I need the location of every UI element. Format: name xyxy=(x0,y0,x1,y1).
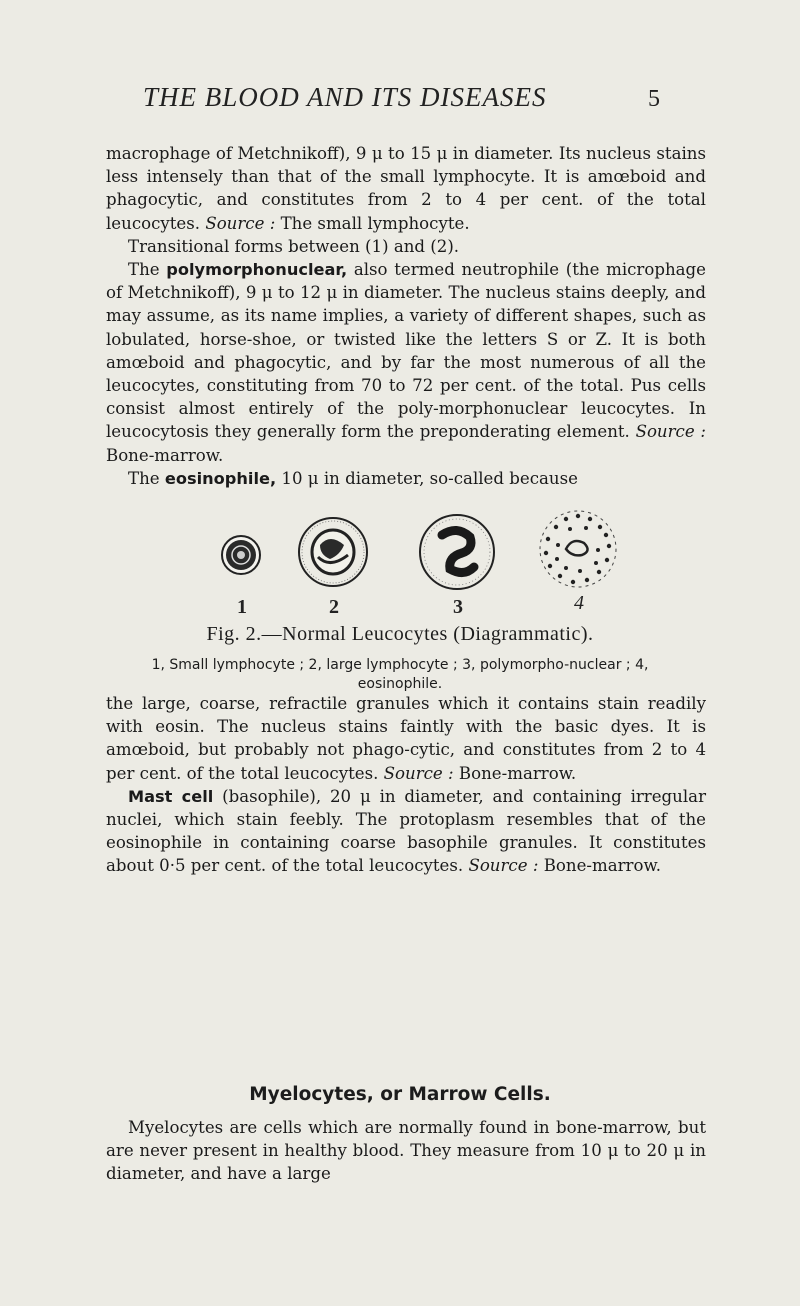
paragraph-eosinophile-continued: the large, coarse, refractile granules which it contains stain readily with eosin. The nucleus stains faintly with the basic dyes. It is amœboid, but probably not phago-cytic, and constitutes from 2 to 4 per cent. of the total leucocytes. Source : Bone-marrow. xyxy=(106,694,706,783)
paragraph-myelocytes: Myelocytes are cells which are normally found in bone-marrow, but are never present in healthy blood. They measure from 10 μ to 20 μ in diameter, and have a large xyxy=(106,1118,706,1184)
running-title: THE BLOOD AND ITS DISEASES xyxy=(143,82,547,112)
figure-number-3: 3 xyxy=(453,596,463,618)
polymorphonuclear-drawing xyxy=(420,515,494,589)
figure-caption: 1, Small lymphocyte ; 2, large lymphocyte ; 3, polymorpho-nuclear ; 4, eosinophile. xyxy=(151,657,649,692)
figure-title: Fig. 2.—Normal Leucocytes (Diagrammatic). xyxy=(206,623,594,645)
term-eosinophile: eosinophile, xyxy=(164,468,277,488)
source-value: The small lymphocyte. xyxy=(280,213,470,233)
paragraph-macrophage: macrophage of Metchnikoff), 9 μ to 15 μ in diameter. Its nucleus stains less intensely than that of the small lymphocyte. It is amœboid and phagocytic, and constitutes from 2 to 4 per cent. of the total leucocytes. Source : The small lymphocyte. xyxy=(106,144,706,233)
page-number: 5 xyxy=(648,86,660,112)
text-block-bottom xyxy=(106,1116,706,1186)
figure-number-2: 2 xyxy=(329,596,339,618)
term-polymorphonuclear: polymorphonuclear, xyxy=(166,260,348,280)
source-label: Source : xyxy=(468,856,539,876)
figure-normal-leucocytes xyxy=(0,505,800,692)
figure-number-1: 1 xyxy=(237,596,247,618)
eosinophile-drawing xyxy=(540,511,616,587)
large-lymphocyte-drawing xyxy=(299,518,367,586)
source-value: Bone-marrow. xyxy=(458,763,577,783)
source-value: Bone-marrow. xyxy=(543,856,661,876)
small-lymphocyte-drawing xyxy=(222,536,260,574)
paragraph-polymorphonuclear: The polymorphonuclear, also termed neutrophile (the microphage of Metchnikoff), 9 μ to 12 μ in diameter. The nucleus stains deeply, and may assume, as its name implies, a variety of different shapes, such as lobulated, horse-shoe, or twisted like the letters S or Z. It is both amœboid and phagocytic, and by far the most numerous of all the leucocytes, constituting from 70 to 72 per cent. of the total. Pus cells consist almost entirely of the poly-morphonuclear leucocytes. In leucocytosis they generally form the preponderating element. Source : Bone-marrow. xyxy=(106,260,707,465)
source-label: Source : xyxy=(205,213,276,233)
paragraph-eosinophile: The eosinophile, 10 μ in diameter, so-called because xyxy=(128,468,578,488)
paragraph-mast-cell: Mast cell (basophile), 20 μ in diameter, and containing irregular nuclei, which stain feebly. The protoplasm resembles that of the eosinophile in containing coarse basophile granules. It constitutes about 0·5 per cent. of the total leucocytes. Source : Bone-marrow. xyxy=(106,786,706,876)
figure-number-4: 4 xyxy=(574,592,584,614)
leucocyte-diagrams xyxy=(0,505,800,620)
text-block-middle xyxy=(106,692,706,878)
source-label: Source : xyxy=(635,422,706,442)
source-value: Bone-marrow. xyxy=(106,445,224,465)
text-block-top xyxy=(106,142,706,490)
paragraph-transitional: Transitional forms between (1) and (2). xyxy=(128,236,460,256)
page-header xyxy=(0,82,800,122)
source-label: Source : xyxy=(383,763,454,783)
term-mast-cell: Mast cell xyxy=(128,786,214,806)
section-heading-myelocytes: Myelocytes, or Marrow Cells. xyxy=(249,1084,551,1105)
